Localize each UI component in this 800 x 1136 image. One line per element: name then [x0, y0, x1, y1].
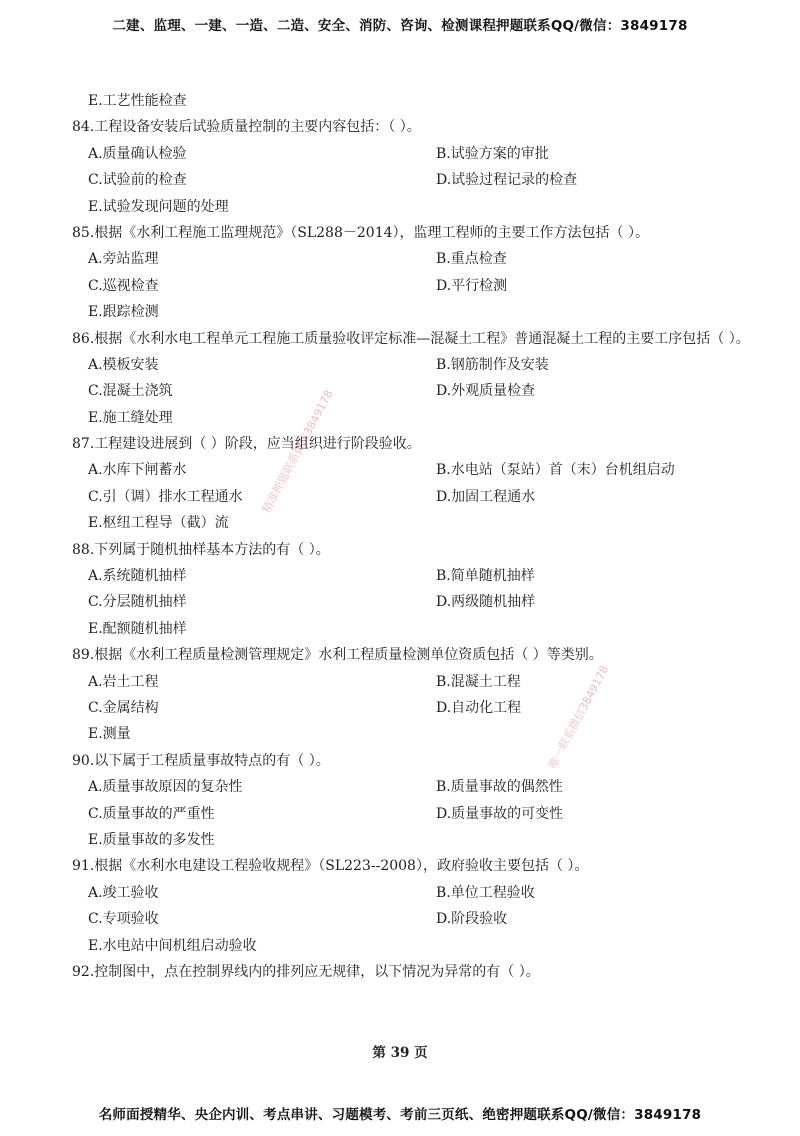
option-item: D.试验过程记录的检查 — [436, 172, 578, 189]
question-block — [72, 114, 752, 220]
header-banner: 二建、监理、一建、一造、二造、安全、消防、咨询、检测课程押题联系QQ/微信：3849178 — [112, 18, 688, 34]
option-row — [72, 167, 752, 193]
option-item: E.施工缝处理 — [88, 409, 173, 426]
option-row — [72, 880, 752, 906]
question-stem: 87.工程建设进展到（ ）阶段，应当组织进行阶段验收。 — [72, 436, 421, 453]
watermark-stamp: 精准押题联系微信3849178 — [259, 387, 336, 516]
option-row — [72, 457, 752, 483]
option-row — [72, 563, 752, 589]
question-stem: 90.以下属于工程质量事故特点的有（ ）。 — [72, 752, 330, 769]
footer-banner: 名师面授精华、央企内训、考点串讲、习题模考、考前三页纸、绝密押题联系QQ/微信：3849178 — [98, 1107, 702, 1123]
option-row — [72, 378, 752, 404]
option-item: A.质量事故原因的复杂性 — [88, 779, 243, 796]
option-item: E.水电站中间机组启动验收 — [88, 937, 257, 954]
question-block — [72, 959, 752, 985]
option-row — [72, 589, 752, 615]
option-item: E.质量事故的多发性 — [88, 831, 215, 848]
option-item: A.竣工验收 — [88, 884, 159, 901]
option-item: C.金属结构 — [88, 700, 159, 716]
question-stem: 86.根据《水利水电工程单元工程施工质量验收评定标准—混凝土工程》普通混凝土工程的主要工序包括（ ）。 — [72, 330, 750, 347]
option-item: E.试验发现问题的处理 — [88, 198, 229, 215]
question-block — [72, 853, 752, 959]
option-item: C.试验前的检查 — [88, 172, 187, 189]
option-item: C.质量事故的严重性 — [88, 805, 215, 822]
question-block — [72, 537, 752, 643]
option-row — [72, 774, 752, 800]
option-row — [72, 352, 752, 378]
question-list — [72, 88, 752, 985]
option-row — [72, 669, 752, 695]
option-item: B.混凝土工程 — [436, 673, 521, 690]
option-item: E.配额随机抽样 — [88, 620, 187, 637]
option-row — [72, 141, 752, 167]
option-item: A.岩土工程 — [88, 673, 159, 690]
option-item: D.两级随机抽样 — [436, 594, 536, 611]
option-item: D.加固工程通水 — [436, 488, 536, 505]
option-item: B.重点检查 — [436, 251, 507, 268]
option-item: B.钢筋制作及安装 — [436, 356, 549, 373]
option-item: E.工艺性能检查 — [88, 93, 187, 109]
option-item: A.质量确认检验 — [88, 145, 187, 162]
option-item: A.旁站监理 — [88, 251, 159, 268]
option-item: C.引（调）排水工程通水 — [88, 488, 243, 505]
option-item: C.混凝土浇筑 — [88, 383, 173, 400]
question-stem: 89.根据《水利工程质量检测管理规定》水利工程质量检测单位资质包括（ ）等类别。 — [72, 647, 603, 664]
question-block — [72, 220, 752, 326]
option-item: A.系统随机抽样 — [88, 568, 187, 585]
option-row — [72, 906, 752, 932]
option-item: D.质量事故的可变性 — [436, 805, 564, 822]
option-item: B.简单随机抽样 — [436, 568, 535, 585]
option-item: E.测量 — [88, 726, 131, 743]
option-row — [72, 273, 752, 299]
option-item: D.外观质量检查 — [436, 383, 536, 400]
watermark-stamp: 唯一联系微信3849178 — [545, 663, 612, 772]
option-item: E.跟踪检测 — [88, 304, 159, 321]
question-block — [72, 748, 752, 854]
question-block — [72, 326, 752, 432]
option-item: E.枢纽工程导（截）流 — [88, 515, 229, 532]
option-item: C.巡视检查 — [88, 277, 159, 294]
option-item: D.平行检测 — [436, 277, 508, 294]
option-item: C.专项验收 — [88, 911, 159, 928]
option-row — [72, 246, 752, 272]
option-item: B.试验方案的审批 — [436, 145, 549, 162]
question-stem: 88.下列属于随机抽样基本方法的有（ ）。 — [72, 541, 330, 558]
option-item: B.单位工程验收 — [436, 884, 535, 901]
option-item: B.水电站（泵站）首（末）台机组启动 — [436, 462, 675, 479]
option-row — [72, 695, 752, 721]
question-block — [72, 431, 752, 537]
option-row — [72, 484, 752, 510]
question-block — [72, 642, 752, 748]
question-stem: 84.工程设备安装后试验质量控制的主要内容包括：（ ）。 — [72, 119, 421, 136]
question-stem: 91.根据《水利水电建设工程验收规程》（SL223--2008），政府验收主要包括（ ）。 — [72, 858, 589, 875]
page-number: 第 39 页 — [372, 1045, 428, 1061]
option-item: D.自动化工程 — [436, 700, 522, 716]
option-item: A.水库下闸蓄水 — [88, 462, 187, 479]
question-stem: 92.控制图中，点在控制界线内的排列应无规律，以下情况为异常的有（ ）。 — [72, 963, 540, 980]
option-item: A.模板安装 — [88, 356, 159, 373]
option-item: B.质量事故的偶然性 — [436, 779, 563, 796]
option-item: C.分层随机抽样 — [88, 594, 187, 611]
option-item: D.阶段验收 — [436, 911, 508, 928]
question-stem: 85.根据《水利工程施工监理规范》（SL288－2014），监理工程师的主要工作方法包括（ ）。 — [72, 224, 649, 241]
option-row — [72, 801, 752, 827]
